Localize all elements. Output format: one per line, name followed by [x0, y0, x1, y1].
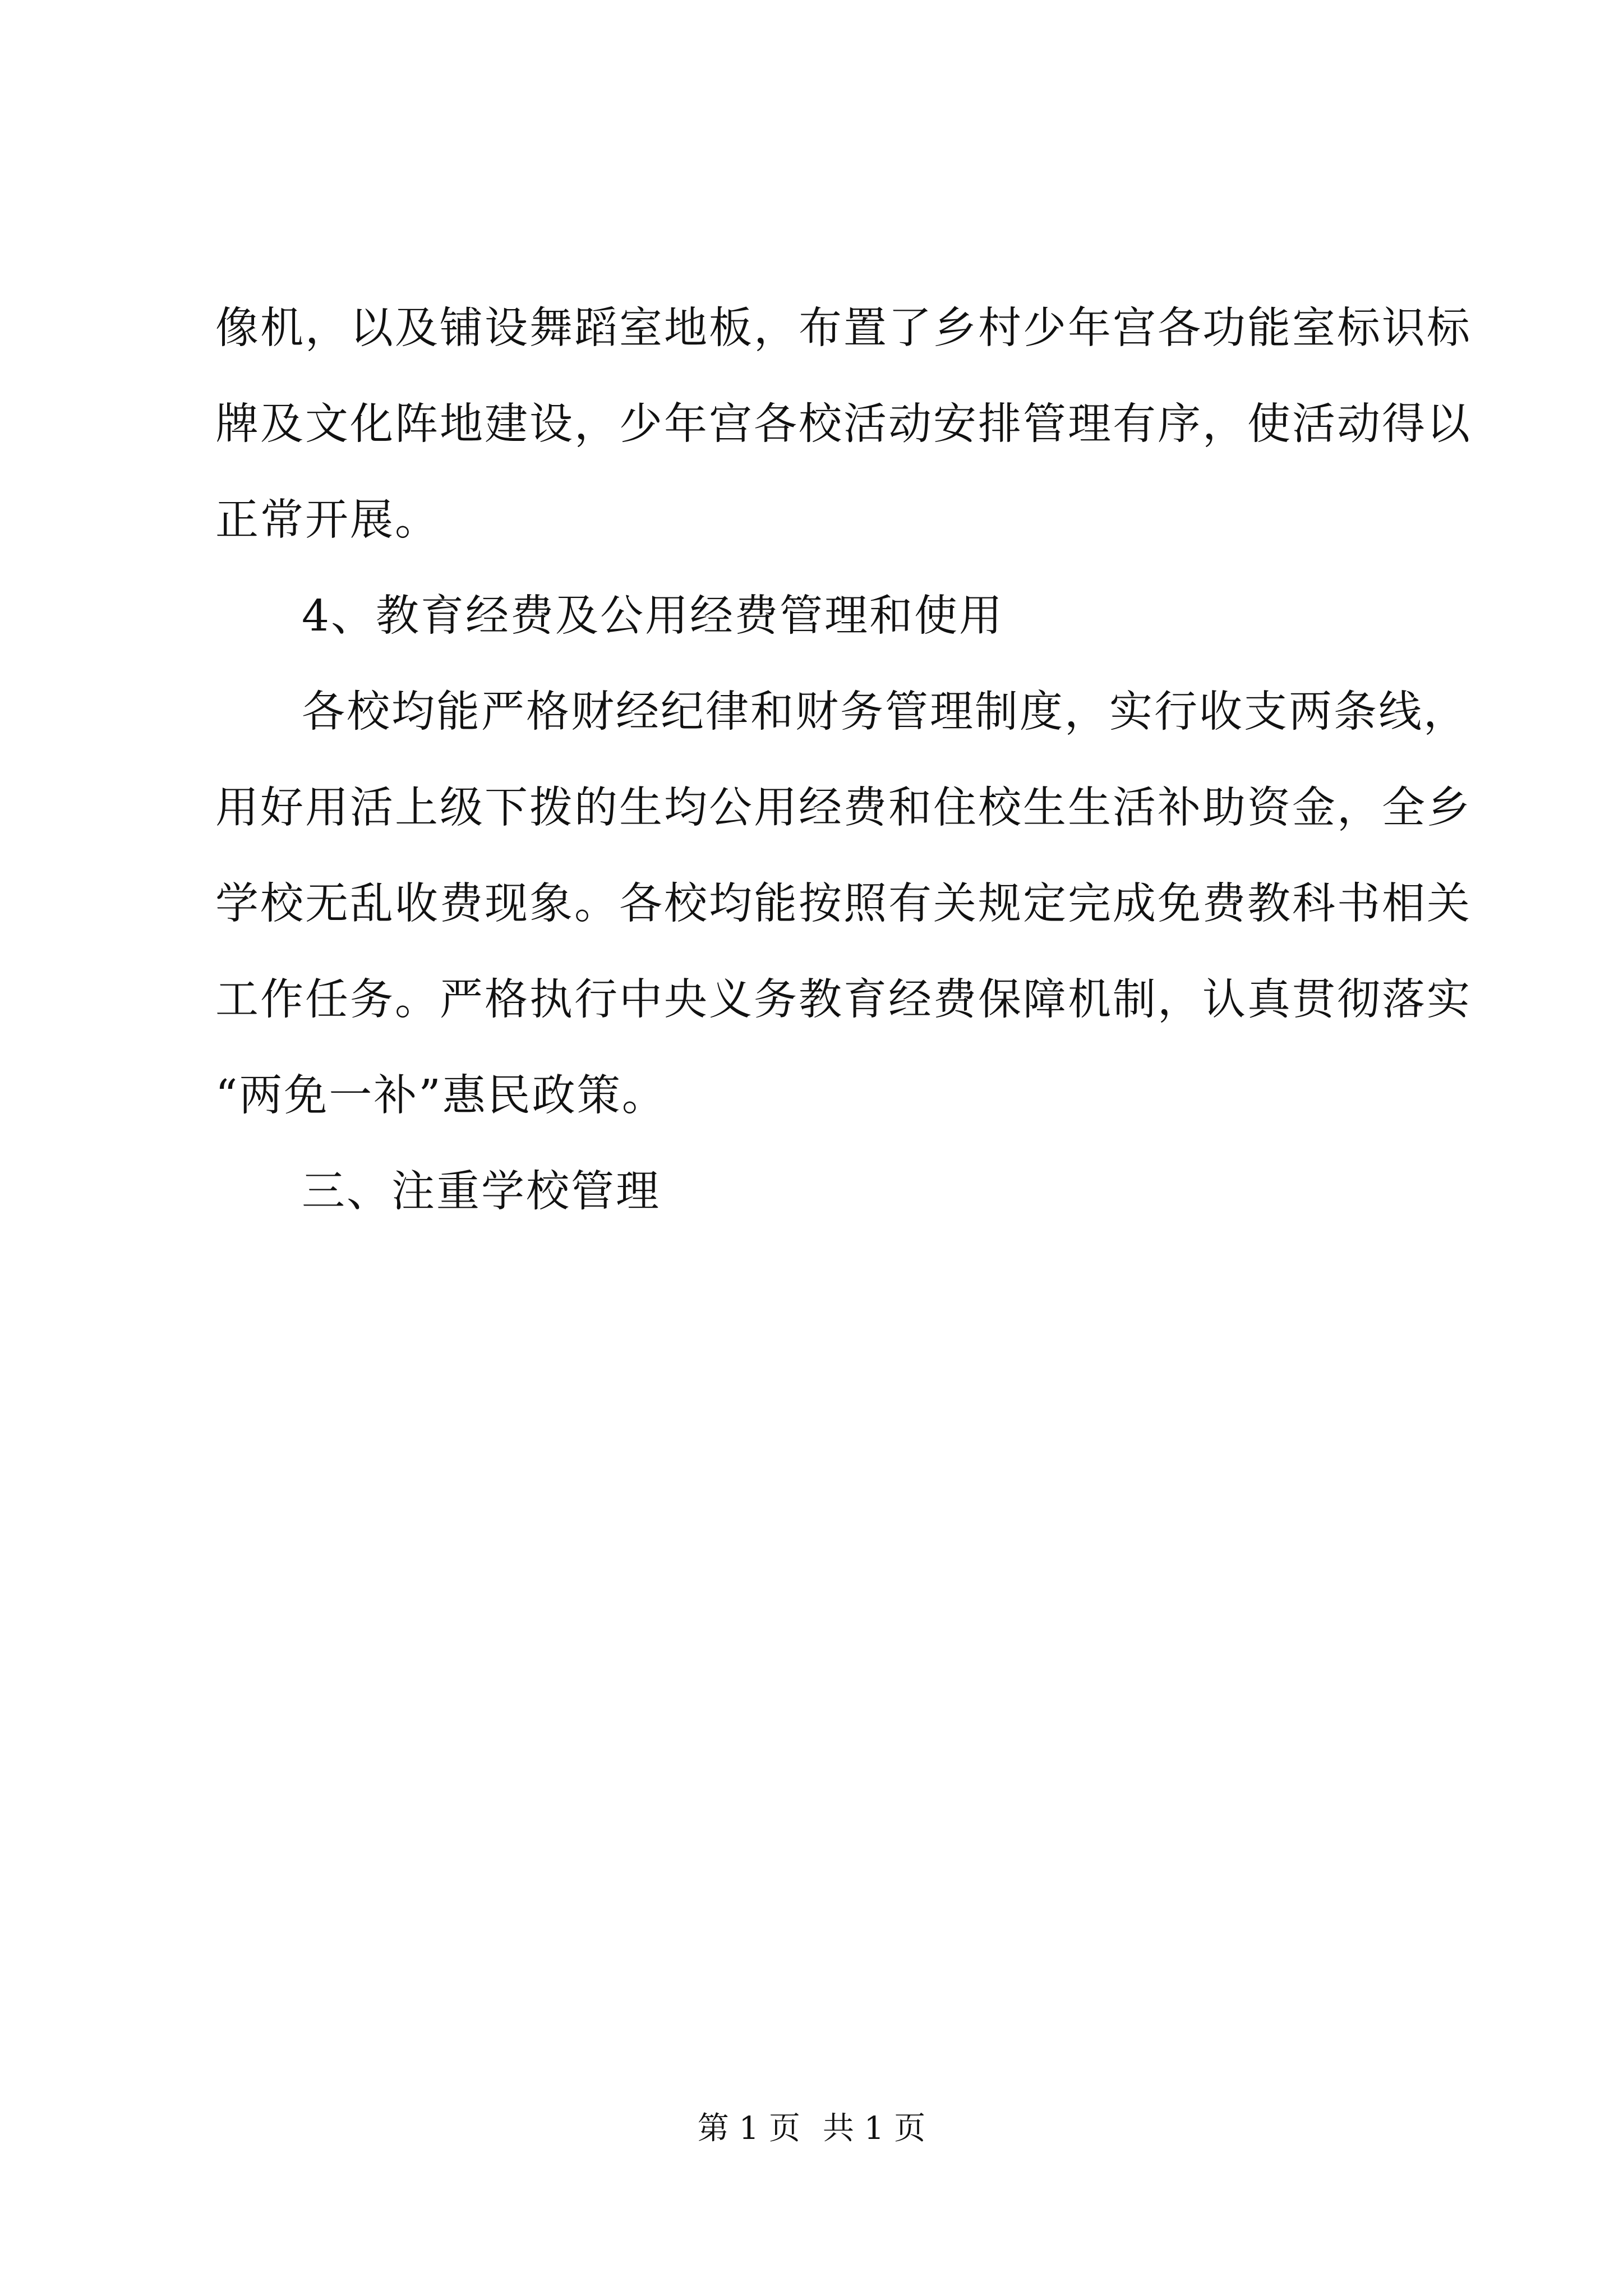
document-body: [215, 280, 1472, 1240]
body-line-8: 工作任务。严格执行中央义务教育经费保障机制，认真贯彻落实: [215, 975, 1472, 1025]
body-line-1: 像机，以及铺设舞蹈室地板，布置了乡村少年宫各功能室标识标: [215, 303, 1472, 353]
page-footer: [0, 2109, 1623, 2148]
section-heading-3: 三、注重学校管理: [302, 1167, 661, 1217]
page-total: 共 1 页: [823, 2110, 926, 2147]
body-line-3: 正常开展。: [215, 495, 440, 545]
page-number: 第 1 页: [697, 2110, 800, 2147]
body-line-2: 牌及文化阵地建设，少年宫各校活动安排管理有序，使活动得以: [215, 399, 1472, 449]
body-line-6: 用好用活上级下拨的生均公用经费和住校生生活补助资金，全乡: [215, 783, 1472, 833]
body-line-9: “两免一补”惠民政策。: [215, 1071, 667, 1121]
body-line-7: 学校无乱收费现象。各校均能按照有关规定完成免费教科书相关: [215, 879, 1472, 929]
body-line-5: 各校均能严格财经纪律和财务管理制度，实行收支两条线，: [302, 687, 1468, 737]
section-heading-4: 4、教育经费及公用经费管理和使用: [302, 591, 1004, 641]
